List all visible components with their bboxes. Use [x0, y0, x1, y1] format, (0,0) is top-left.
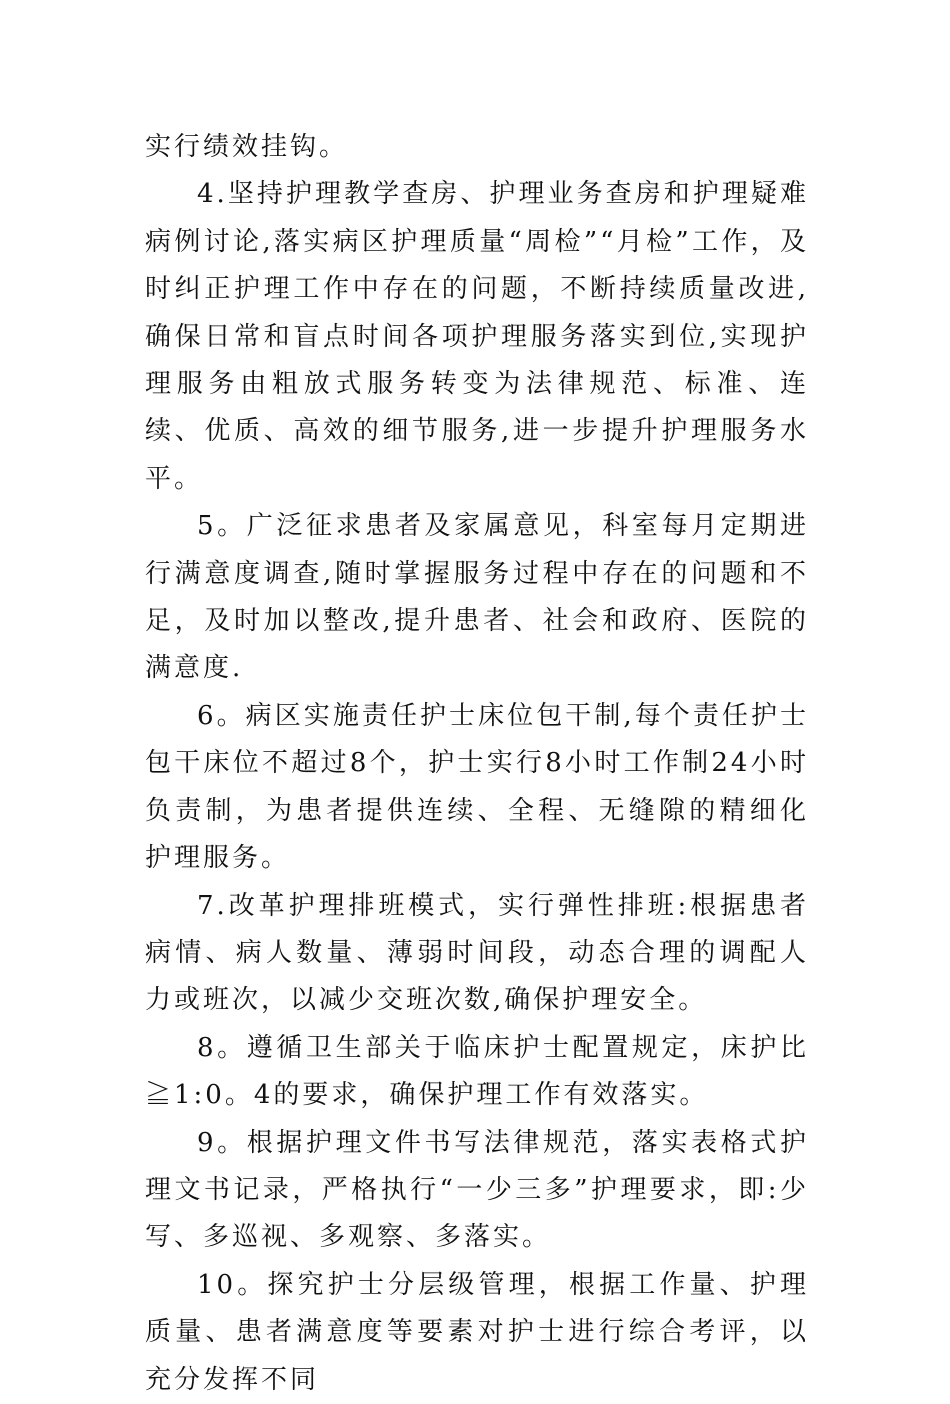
paragraph-item-4: 4.坚持护理教学查房、护理业务查房和护理疑难病例讨论,落实病区护理质量“周检”“月检”工作，及时纠正护理工作中存在的问题，不断持续质量改进,确保日常和盲点时间各项护理服务落实到位,实现护理服务由粗放式服务转变为法律规范、标准、连续、优质、高效的细节服务,进一步提升护理服务水平。: [145, 179, 809, 494]
paragraph-continuation: 实行绩效挂钩。: [145, 132, 349, 162]
document-body: [145, 124, 809, 1404]
paragraph-item-7: 7.改革护理排班模式，实行弹性排班:根据患者病情、病人数量、薄弱时间段，动态合理的调配人力或班次，以减少交班次数,确保护理安全。: [145, 890, 809, 1016]
paragraph-item-9: 9。根据护理文件书写法律规范，落实表格式护理文书记录，严格执行“一少三多”护理要求，即:少写、多巡视、多观察、多落实。: [145, 1127, 809, 1253]
paragraph-item-5: 5。广泛征求患者及家属意见，科室每月定期进行满意度调查,随时掌握服务过程中存在的问题和不足，及时加以整改,提升患者、社会和政府、医院的满意度.: [145, 511, 809, 684]
paragraph-item-6: 6。病区实施责任护士床位包干制,每个责任护士包干床位不超过8个，护士实行8小时工作制24小时负责制，为患者提供连续、全程、无缝隙的精细化护理服务。: [145, 700, 809, 874]
paragraph-item-10: 10。探究护士分层级管理，根据工作量、护理质量、患者满意度等要素对护士进行综合考评，以充分发挥不同: [145, 1269, 809, 1395]
paragraph-item-8: 8。遵循卫生部关于临床护士配置规定，床护比≧1:0。4的要求，确保护理工作有效落实。: [145, 1032, 809, 1111]
